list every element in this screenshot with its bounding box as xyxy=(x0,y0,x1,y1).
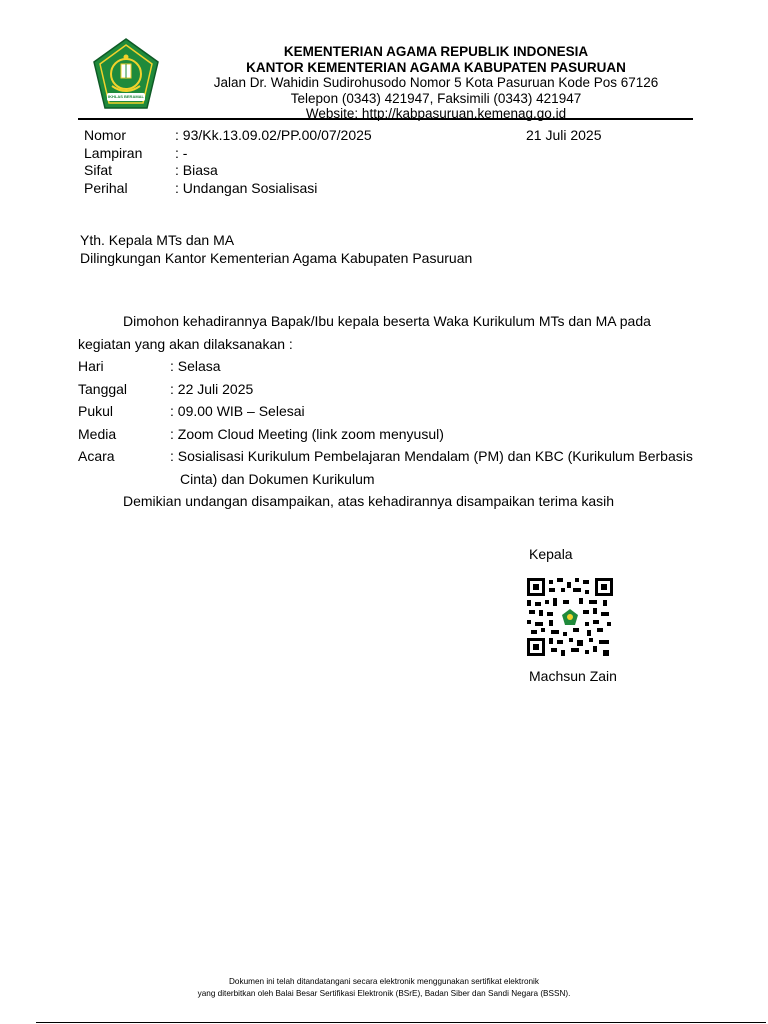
letterhead-phone: Telepon (0343) 421947, Faksimili (0343) 421947 xyxy=(290,90,582,106)
recipient xyxy=(80,232,472,267)
letterhead-office: KANTOR KEMENTERIAN AGAMA KABUPATEN PASURUAN xyxy=(246,59,626,75)
meta-value: : Undangan Sosialisasi xyxy=(175,179,318,196)
meta-row-lampiran xyxy=(84,145,604,163)
e-signature-footer xyxy=(100,976,668,1000)
letter-date: 21 Juli 2025 xyxy=(526,127,602,143)
detail-row-acara xyxy=(78,445,698,490)
letterhead xyxy=(170,44,702,122)
detail-row-hari xyxy=(78,355,698,378)
letterhead-website: Website: http://kabpasuruan.kemenag.go.id xyxy=(305,106,567,121)
closing-paragraph: Demikian undangan disampaikan, atas kehadirannya disampaikan terima kasih xyxy=(123,493,615,509)
detail-value: : Zoom Cloud Meeting (link zoom menyusul) xyxy=(170,425,444,442)
letterhead-address: Jalan Dr. Wahidin Sudirohusodo Nomor 5 Kota Pasuruan Kode Pos 67126 xyxy=(213,75,659,90)
meta-label: Nomor xyxy=(84,127,127,143)
detail-label: Acara xyxy=(78,448,115,464)
letterhead-divider xyxy=(78,118,693,120)
footer-line-1: Dokumen ini telah ditandatangani secara elektronik menggunakan sertifikat elektronik xyxy=(229,977,539,986)
meta-value: : - xyxy=(175,144,188,161)
detail-value: : 09.00 WIB – Selesai xyxy=(170,403,305,419)
meta-row-perihal xyxy=(84,180,604,198)
detail-value: : Sosialisasi Kurikulum Pembelajaran Mendalam (PM) dan KBC (Kurikulum Berbasis Cinta) dan Dokumen Kurikulum xyxy=(170,448,693,487)
detail-value: : Selasa xyxy=(170,358,221,374)
detail-label: Tanggal xyxy=(78,380,128,397)
meta-value: : 93/Kk.13.09.02/PP.00/07/2025 xyxy=(175,127,372,143)
qr-code-signature xyxy=(527,578,613,656)
kemenag-logo xyxy=(92,38,160,116)
meta-value: : Biasa xyxy=(175,162,218,178)
detail-row-pukul xyxy=(78,400,698,423)
detail-value: : 22 Juli 2025 xyxy=(170,380,254,397)
letter-body xyxy=(78,310,698,513)
signatory-name: Machsun Zain xyxy=(529,668,617,684)
letterhead-ministry: KEMENTERIAN AGAMA REPUBLIK INDONESIA xyxy=(283,44,589,59)
detail-row-media xyxy=(78,423,698,446)
meta-label: Perihal xyxy=(84,179,128,196)
recipient-line-2: Dilingkungan Kantor Kementerian Agama Kabupaten Pasuruan xyxy=(80,249,473,266)
detail-row-tanggal xyxy=(78,378,698,401)
footer-divider xyxy=(36,1022,766,1023)
opening-paragraph: Dimohon kehadirannya Bapak/Ibu kepala beserta Waka Kurikulum MTs dan MA pada kegiatan yang akan dilaksanakan : xyxy=(78,313,651,352)
detail-label: Media xyxy=(78,425,117,442)
logo-motto-text: IKHLAS BERAMAL xyxy=(108,94,144,99)
signature-title: Kepala xyxy=(529,546,573,562)
detail-label: Pukul xyxy=(78,403,114,419)
meta-row-sifat xyxy=(84,162,604,180)
meta-label: Lampiran xyxy=(84,144,143,161)
footer-line-2: yang diterbitkan oleh Balai Besar Sertifikasi Elektronik (BSrE), Badan Siber dan Sandi Negara (BSSN). xyxy=(197,989,571,998)
recipient-line-1: Yth. Kepala MTs dan MA xyxy=(80,232,235,248)
detail-label: Hari xyxy=(78,358,104,374)
meta-label: Sifat xyxy=(84,162,113,178)
